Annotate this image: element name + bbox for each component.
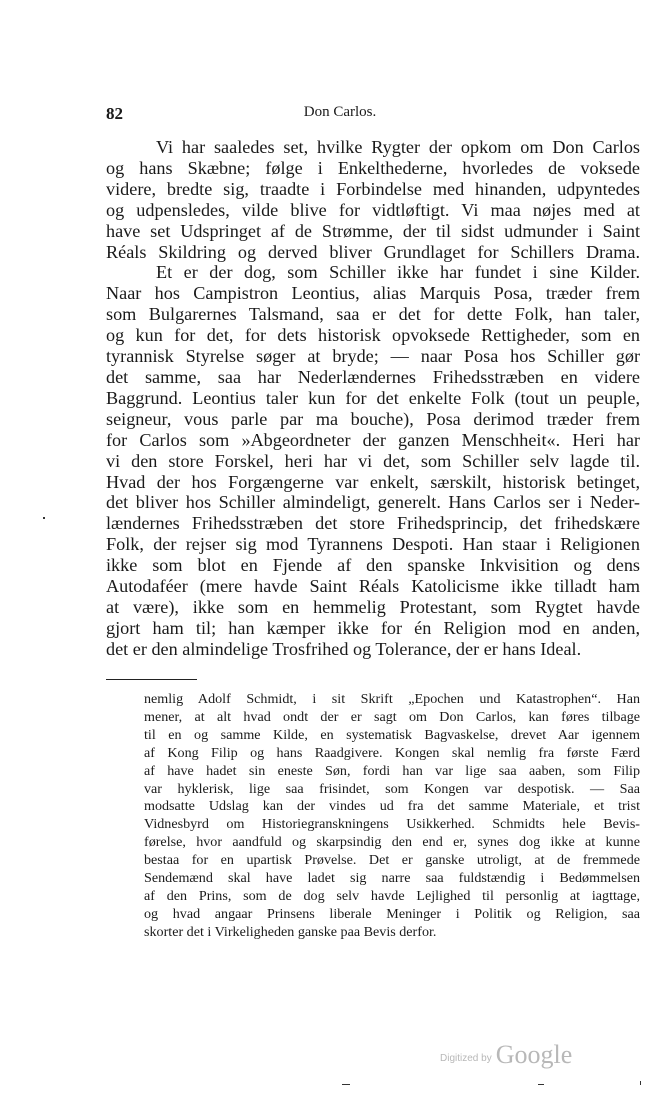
scan-speck bbox=[538, 1084, 544, 1085]
scan-speck bbox=[640, 1081, 641, 1085]
body-line: det bliver hos Schiller almindeligt, generelt. Hans Carlos ser i Neder- bbox=[106, 492, 640, 513]
scan-speck bbox=[342, 1084, 350, 1085]
body-line: videre, bredte sig, traadte i Forbindelse med hinanden, udpyntedes bbox=[106, 178, 640, 199]
body-line: som Bulgarernes Talsmand, saa er det for dette Folk, han taler, bbox=[106, 304, 640, 325]
body-line: Vi har saaledes set, hvilke Rygter der opkom om Don Carlos bbox=[156, 137, 640, 157]
footnote-line: af Kong Filip og hans Raadgivere. Kongen skal nemlig fra første Færd bbox=[144, 744, 640, 761]
page-number: 82 bbox=[106, 104, 123, 123]
body-line: at være), ikke som en hemmelig Protestant, som Rygtet havde bbox=[106, 596, 640, 617]
body-line: Autodaféer (mere havde Saint Réals Katolicisme ikke tilladt ham bbox=[106, 576, 640, 597]
body-line: Baggrund. Leontius taler kun for det enkelte Folk (tout un peuple, bbox=[106, 387, 640, 408]
body-line: Et er der dog, som Schiller ikke har fundet i sine Kilder. bbox=[156, 262, 640, 283]
footnote-line: modsatte Udslag kan der vindes ud fra det samme Materiale, et trist bbox=[144, 798, 640, 815]
body-line: Folk, der rejser sig mod Tyrannens Despoti. Han staar i Religionen bbox=[106, 534, 640, 555]
body-line: det samme, saa har Nederlændernes Frihedsstræben en videre bbox=[106, 366, 640, 387]
body-line: lændernes Frihedsstræben det store Frihedsprincip, det frihedskære bbox=[106, 513, 640, 534]
footnote-line: bestaa for en upartisk Prøvelse. Det er ganske utroligt, at de fremmede bbox=[144, 852, 640, 869]
running-title: Don Carlos. bbox=[303, 104, 377, 120]
footnote-line: Sendemænd skal have ladet sig narre saa fuldstændig i Bedømmelsen bbox=[144, 870, 640, 887]
footnote-line: Vidnesbyrd om Historiegranskningens Usikkerhed. Schmidts hele Bevis- bbox=[144, 816, 640, 833]
watermark-brand: Google bbox=[495, 1040, 573, 1069]
footnote-divider bbox=[106, 679, 197, 680]
body-line: gjort ham til; han kæmper ikke for én Religion mod en anden, bbox=[106, 617, 640, 638]
footnote-line: var hyklerisk, lige saa frisindet, som Kongen var despotisk. — Saa bbox=[144, 780, 640, 797]
body-line: seigneur, vous parle par ma bouche), Posa derimod træder frem bbox=[106, 408, 640, 429]
body-line: ikke som blot en Fjende af den spanske Inkvisition og dens bbox=[106, 555, 640, 576]
footnote bbox=[144, 691, 640, 942]
body-line: vi den store Forskel, heri har vi det, som Schiller selv lagde til. bbox=[106, 450, 640, 471]
body-line: og hans Skæbne; følge i Enkelthederne, hvorledes de voksede bbox=[106, 157, 640, 178]
digitized-watermark bbox=[440, 1040, 572, 1070]
body-line: Hvad der hos Forgængerne var enkelt, særskilt, historisk betinget, bbox=[106, 471, 640, 492]
footnote-line: nemlig Adolf Schmidt, i sit Skrift „Epochen und Katastrophen“. Han bbox=[144, 691, 640, 707]
footnote-line: mener, at alt hvad ondt der er sagt om Don Carlos, kan føres tilbage bbox=[144, 708, 640, 725]
body-line: det er den almindelige Trosfrihed og Tolerance, der er hans Ideal. bbox=[106, 638, 582, 659]
footnote-line: og hvad angaar Prinsens liberale Meninger i Politik og Religion, saa bbox=[144, 905, 640, 922]
body-line: tyrannisk Styrelse søger at bryde; — naar Posa hos Schiller gør bbox=[106, 346, 640, 367]
footnote-line: af den Prins, som de dog selv havde Lejlighed til personlig at iagttage, bbox=[144, 887, 640, 904]
footnote-line: skorter det i Virkeligheden ganske paa Bevis derfor. bbox=[144, 923, 437, 940]
watermark-prefix: Digitized by bbox=[440, 1053, 492, 1064]
scan-speck bbox=[43, 517, 45, 519]
footnote-line: til en og samme Kilde, en systematisk Bagvaskelse, drevet Aar igennem bbox=[144, 726, 640, 743]
body-line: Naar hos Campistron Leontius, alias Marquis Posa, træder frem bbox=[106, 283, 640, 304]
body-line: Réals Skildring og derved bliver Grundlaget for Schillers Drama. bbox=[106, 241, 640, 262]
body-line: og udpensledes, vilde blive for vidtløftigt. Vi maa nøjes med at bbox=[106, 199, 640, 220]
body-line: for Carlos som »Abgeordneter der ganzen Menschheit«. Heri har bbox=[106, 429, 640, 450]
footnote-line: førelse, hvor aandfuld og skarpsindig den end er, synes dog ikke at kunne bbox=[144, 834, 640, 851]
main-text bbox=[106, 137, 640, 660]
body-line: have set Udspringet af de Strømme, der til sidst udmunder i Saint bbox=[106, 220, 640, 241]
body-line: og kun for det, for dets historisk opvoksede Rettigheder, som en bbox=[106, 325, 640, 346]
footnote-line: af have hadet sin eneste Søn, fordi han var lige saa aaben, som Filip bbox=[144, 762, 640, 779]
